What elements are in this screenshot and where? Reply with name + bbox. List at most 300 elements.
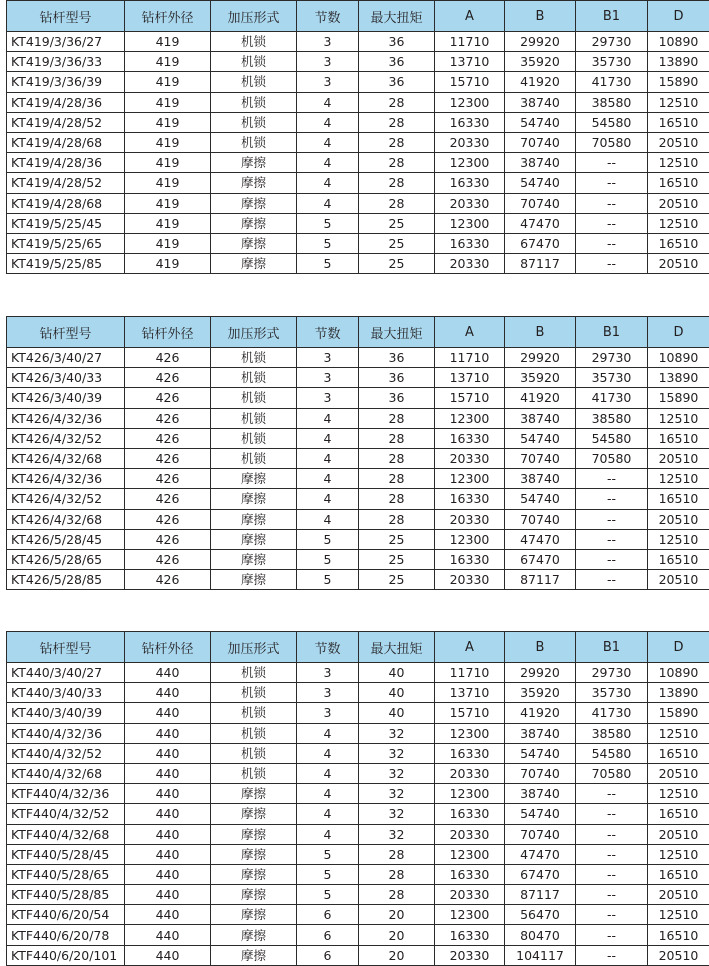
cell-dim-b1: 29730 [576,32,648,52]
cell-pressure-type: 摩擦 [211,824,297,844]
cell-dim-b: 38740 [505,153,576,173]
table-row [7,52,709,72]
cell-sections: 4 [297,428,359,448]
cell-dim-b1: -- [576,469,648,489]
cell-sections: 3 [297,348,359,368]
cell-dim-a: 20330 [435,509,505,529]
cell-pressure-type: 摩擦 [211,254,297,274]
cell-dim-b1: 35730 [576,368,648,388]
header-row [7,1,709,32]
header-model: 钻杆型号 [7,317,125,348]
cell-dim-b: 67470 [505,233,576,253]
cell-dim-a: 16330 [435,112,505,132]
cell-model: KTF440/6/20/101 [7,945,125,965]
cell-model: KT426/5/28/65 [7,549,125,569]
cell-model: KTF440/6/20/78 [7,925,125,945]
cell-dim-b: 38740 [505,469,576,489]
cell-max-torque: 25 [359,549,435,569]
cell-pressure-type: 机锁 [211,388,297,408]
cell-outer-diameter: 426 [125,529,211,549]
cell-sections: 4 [297,509,359,529]
cell-outer-diameter: 426 [125,448,211,468]
cell-dim-b: 54740 [505,804,576,824]
cell-pressure-type: 机锁 [211,663,297,683]
table-row [7,703,709,723]
cell-dim-b: 104117 [505,945,576,965]
cell-dim-a: 16330 [435,489,505,509]
cell-sections: 4 [297,469,359,489]
cell-pressure-type: 机锁 [211,368,297,388]
cell-dim-d: 12510 [648,153,709,173]
cell-dim-a: 20330 [435,885,505,905]
cell-dim-a: 12300 [435,469,505,489]
cell-pressure-type: 机锁 [211,703,297,723]
cell-dim-d: 13890 [648,368,709,388]
cell-dim-a: 20330 [435,570,505,590]
cell-outer-diameter: 440 [125,864,211,884]
cell-pressure-type: 机锁 [211,32,297,52]
cell-dim-b1: -- [576,925,648,945]
cell-model: KT440/4/32/52 [7,743,125,763]
cell-sections: 4 [297,92,359,112]
cell-dim-b: 87117 [505,885,576,905]
cell-pressure-type: 摩擦 [211,489,297,509]
cell-pressure-type: 摩擦 [211,213,297,233]
table-row [7,905,709,925]
cell-dim-b: 56470 [505,905,576,925]
cell-sections: 5 [297,529,359,549]
cell-model: KT426/4/32/52 [7,428,125,448]
cell-outer-diameter: 419 [125,213,211,233]
cell-sections: 3 [297,388,359,408]
table-row [7,254,709,274]
cell-dim-b: 70740 [505,763,576,783]
cell-dim-b1: 70580 [576,448,648,468]
cell-dim-b1: -- [576,549,648,569]
cell-max-torque: 28 [359,92,435,112]
cell-pressure-type: 机锁 [211,723,297,743]
cell-pressure-type: 机锁 [211,743,297,763]
cell-dim-b1: 29730 [576,663,648,683]
cell-outer-diameter: 426 [125,428,211,448]
cell-dim-a: 16330 [435,804,505,824]
cell-dim-b1: 29730 [576,348,648,368]
table-row [7,529,709,549]
cell-model: KT419/3/36/33 [7,52,125,72]
table-row [7,92,709,112]
cell-sections: 4 [297,112,359,132]
cell-max-torque: 20 [359,925,435,945]
header-row [7,317,709,348]
spec-table-440 [6,631,709,966]
cell-max-torque: 28 [359,428,435,448]
cell-pressure-type: 机锁 [211,72,297,92]
cell-outer-diameter: 440 [125,905,211,925]
cell-outer-diameter: 440 [125,723,211,743]
cell-outer-diameter: 419 [125,72,211,92]
cell-model: KT419/4/28/52 [7,112,125,132]
cell-dim-d: 16510 [648,925,709,945]
cell-sections: 5 [297,254,359,274]
cell-model: KT426/5/28/85 [7,570,125,590]
table-row [7,763,709,783]
cell-sections: 4 [297,153,359,173]
cell-dim-b: 54740 [505,743,576,763]
cell-dim-d: 12510 [648,213,709,233]
cell-outer-diameter: 419 [125,92,211,112]
cell-dim-d: 12510 [648,469,709,489]
cell-sections: 3 [297,52,359,72]
cell-pressure-type: 机锁 [211,428,297,448]
cell-dim-b: 47470 [505,213,576,233]
cell-dim-a: 20330 [435,763,505,783]
cell-pressure-type: 摩擦 [211,925,297,945]
header-dim-b1: B1 [576,1,648,32]
cell-outer-diameter: 426 [125,489,211,509]
cell-sections: 4 [297,193,359,213]
cell-outer-diameter: 440 [125,743,211,763]
cell-outer-diameter: 419 [125,112,211,132]
cell-dim-b1: -- [576,905,648,925]
cell-max-torque: 28 [359,112,435,132]
cell-model: KTF440/6/20/54 [7,905,125,925]
table-row [7,570,709,590]
table-row [7,469,709,489]
cell-sections: 6 [297,945,359,965]
cell-dim-d: 13890 [648,683,709,703]
cell-dim-b1: 35730 [576,683,648,703]
cell-pressure-type: 摩擦 [211,153,297,173]
cell-dim-d: 10890 [648,348,709,368]
cell-model: KT440/4/32/68 [7,763,125,783]
cell-dim-a: 11710 [435,348,505,368]
cell-pressure-type: 摩擦 [211,469,297,489]
cell-dim-a: 15710 [435,388,505,408]
header-dim-b: B [505,632,576,663]
cell-dim-b: 29920 [505,663,576,683]
cell-model: KT440/3/40/27 [7,663,125,683]
cell-pressure-type: 摩擦 [211,804,297,824]
cell-sections: 5 [297,233,359,253]
header-dim-a: A [435,632,505,663]
cell-dim-b: 38740 [505,92,576,112]
cell-max-torque: 28 [359,864,435,884]
cell-outer-diameter: 419 [125,32,211,52]
cell-dim-b: 29920 [505,32,576,52]
cell-dim-a: 16330 [435,428,505,448]
cell-sections: 3 [297,368,359,388]
table-row [7,348,709,368]
cell-dim-a: 12300 [435,213,505,233]
cell-pressure-type: 摩擦 [211,570,297,590]
cell-dim-b1: -- [576,489,648,509]
cell-dim-b: 35920 [505,368,576,388]
cell-dim-b: 70740 [505,193,576,213]
cell-model: KT419/5/25/45 [7,213,125,233]
cell-dim-d: 12510 [648,92,709,112]
cell-dim-b1: -- [576,804,648,824]
table-row [7,428,709,448]
cell-pressure-type: 摩擦 [211,885,297,905]
cell-dim-b1: -- [576,254,648,274]
cell-sections: 4 [297,132,359,152]
table-row [7,213,709,233]
cell-dim-b1: 54580 [576,743,648,763]
cell-dim-b: 87117 [505,570,576,590]
cell-dim-b1: -- [576,193,648,213]
cell-dim-b: 35920 [505,683,576,703]
table-row [7,408,709,428]
cell-dim-d: 20510 [648,824,709,844]
cell-dim-b: 29920 [505,348,576,368]
header-pressure-type: 加压形式 [211,632,297,663]
cell-pressure-type: 摩擦 [211,905,297,925]
cell-dim-b1: -- [576,784,648,804]
cell-dim-b: 54740 [505,173,576,193]
cell-dim-b: 54740 [505,428,576,448]
cell-outer-diameter: 419 [125,153,211,173]
cell-model: KT419/4/28/68 [7,193,125,213]
cell-dim-d: 10890 [648,663,709,683]
cell-sections: 3 [297,683,359,703]
cell-dim-d: 10890 [648,32,709,52]
cell-dim-b1: -- [576,233,648,253]
header-dim-d: D [648,317,709,348]
cell-model: KT426/3/40/39 [7,388,125,408]
header-max-torque: 最大扭矩 [359,632,435,663]
cell-model: KT426/3/40/33 [7,368,125,388]
cell-pressure-type: 摩擦 [211,784,297,804]
cell-model: KT426/3/40/27 [7,348,125,368]
cell-model: KTF440/4/32/52 [7,804,125,824]
cell-pressure-type: 摩擦 [211,233,297,253]
cell-dim-a: 12300 [435,784,505,804]
cell-dim-b: 38740 [505,723,576,743]
cell-outer-diameter: 419 [125,233,211,253]
cell-model: KT426/5/28/45 [7,529,125,549]
cell-sections: 4 [297,173,359,193]
table-row [7,448,709,468]
cell-dim-a: 20330 [435,193,505,213]
table-row [7,132,709,152]
header-model: 钻杆型号 [7,1,125,32]
cell-model: KT419/5/25/85 [7,254,125,274]
cell-sections: 3 [297,703,359,723]
cell-dim-b1: 54580 [576,428,648,448]
cell-pressure-type: 机锁 [211,132,297,152]
cell-dim-a: 20330 [435,824,505,844]
cell-max-torque: 36 [359,348,435,368]
table-row [7,233,709,253]
cell-dim-b1: -- [576,509,648,529]
cell-outer-diameter: 440 [125,663,211,683]
cell-model: KTF440/5/28/85 [7,885,125,905]
cell-dim-b1: 35730 [576,52,648,72]
cell-outer-diameter: 440 [125,844,211,864]
cell-model: KT426/4/32/68 [7,448,125,468]
header-dim-a: A [435,1,505,32]
spec-table-426 [6,316,709,590]
cell-max-torque: 28 [359,489,435,509]
table-row [7,368,709,388]
cell-outer-diameter: 419 [125,173,211,193]
table-row [7,925,709,945]
table-row [7,72,709,92]
cell-dim-a: 15710 [435,703,505,723]
cell-dim-a: 12300 [435,723,505,743]
cell-dim-a: 13710 [435,368,505,388]
cell-dim-a: 16330 [435,173,505,193]
cell-sections: 5 [297,844,359,864]
header-outer-diameter: 钻杆外径 [125,632,211,663]
cell-outer-diameter: 440 [125,784,211,804]
cell-model: KT419/4/28/68 [7,132,125,152]
header-sections: 节数 [297,1,359,32]
cell-dim-d: 20510 [648,254,709,274]
cell-dim-a: 16330 [435,549,505,569]
cell-outer-diameter: 426 [125,509,211,529]
table-row [7,489,709,509]
cell-dim-d: 12510 [648,844,709,864]
cell-outer-diameter: 440 [125,804,211,824]
cell-dim-b1: -- [576,173,648,193]
cell-max-torque: 28 [359,448,435,468]
header-max-torque: 最大扭矩 [359,317,435,348]
cell-dim-d: 20510 [648,885,709,905]
cell-max-torque: 25 [359,529,435,549]
cell-dim-b1: -- [576,824,648,844]
cell-dim-b1: 41730 [576,703,648,723]
cell-pressure-type: 摩擦 [211,864,297,884]
cell-max-torque: 40 [359,663,435,683]
cell-max-torque: 28 [359,153,435,173]
cell-model: KT419/3/36/27 [7,32,125,52]
cell-dim-b: 38740 [505,784,576,804]
table-row [7,784,709,804]
cell-pressure-type: 机锁 [211,112,297,132]
cell-dim-a: 12300 [435,844,505,864]
cell-sections: 4 [297,824,359,844]
cell-pressure-type: 机锁 [211,92,297,112]
cell-outer-diameter: 440 [125,683,211,703]
table-row [7,864,709,884]
cell-dim-d: 12510 [648,408,709,428]
table-row [7,173,709,193]
cell-max-torque: 32 [359,763,435,783]
cell-outer-diameter: 426 [125,408,211,428]
cell-model: KT419/4/28/36 [7,153,125,173]
cell-max-torque: 28 [359,132,435,152]
cell-max-torque: 25 [359,570,435,590]
table-row [7,945,709,965]
cell-dim-b1: 38580 [576,408,648,428]
cell-sections: 4 [297,408,359,428]
cell-dim-d: 16510 [648,549,709,569]
cell-outer-diameter: 440 [125,703,211,723]
cell-outer-diameter: 419 [125,193,211,213]
cell-model: KT440/3/40/39 [7,703,125,723]
cell-max-torque: 32 [359,743,435,763]
cell-max-torque: 28 [359,509,435,529]
cell-dim-d: 20510 [648,509,709,529]
cell-max-torque: 36 [359,32,435,52]
cell-dim-b1: 54580 [576,112,648,132]
header-row [7,632,709,663]
cell-dim-b: 70740 [505,448,576,468]
cell-max-torque: 28 [359,469,435,489]
cell-outer-diameter: 426 [125,368,211,388]
cell-model: KT426/4/32/36 [7,469,125,489]
cell-dim-b: 67470 [505,864,576,884]
header-dim-d: D [648,632,709,663]
table-row [7,743,709,763]
cell-dim-d: 12510 [648,784,709,804]
cell-dim-d: 16510 [648,864,709,884]
table-body [7,32,709,274]
cell-sections: 4 [297,804,359,824]
header-dim-b1: B1 [576,632,648,663]
cell-sections: 3 [297,32,359,52]
cell-dim-d: 16510 [648,112,709,132]
cell-dim-b1: -- [576,885,648,905]
cell-outer-diameter: 440 [125,945,211,965]
table-row [7,388,709,408]
cell-pressure-type: 摩擦 [211,945,297,965]
cell-dim-b: 41920 [505,72,576,92]
cell-pressure-type: 摩擦 [211,173,297,193]
cell-dim-b1: -- [576,864,648,884]
table-row [7,804,709,824]
cell-dim-a: 13710 [435,52,505,72]
table-row [7,509,709,529]
cell-dim-b: 38740 [505,408,576,428]
table-body [7,663,709,966]
cell-max-torque: 20 [359,945,435,965]
cell-max-torque: 28 [359,885,435,905]
cell-sections: 5 [297,549,359,569]
cell-max-torque: 28 [359,844,435,864]
cell-model: KT419/5/25/65 [7,233,125,253]
cell-sections: 4 [297,784,359,804]
header-dim-b1: B1 [576,317,648,348]
cell-outer-diameter: 419 [125,132,211,152]
cell-dim-d: 20510 [648,570,709,590]
cell-dim-a: 12300 [435,153,505,173]
table-row [7,663,709,683]
cell-dim-b: 47470 [505,844,576,864]
cell-sections: 5 [297,885,359,905]
cell-dim-a: 16330 [435,743,505,763]
cell-dim-d: 12510 [648,529,709,549]
cell-pressure-type: 机锁 [211,683,297,703]
spec-table-419 [6,0,709,274]
cell-dim-d: 12510 [648,905,709,925]
cell-dim-d: 12510 [648,723,709,743]
cell-dim-d: 20510 [648,945,709,965]
cell-dim-a: 20330 [435,132,505,152]
cell-sections: 4 [297,489,359,509]
cell-max-torque: 25 [359,233,435,253]
cell-dim-d: 20510 [648,132,709,152]
cell-dim-b1: 70580 [576,763,648,783]
cell-model: KTF440/5/28/65 [7,864,125,884]
cell-dim-b: 87117 [505,254,576,274]
cell-sections: 3 [297,663,359,683]
table-row [7,32,709,52]
table-row [7,683,709,703]
cell-outer-diameter: 426 [125,549,211,569]
cell-outer-diameter: 426 [125,469,211,489]
